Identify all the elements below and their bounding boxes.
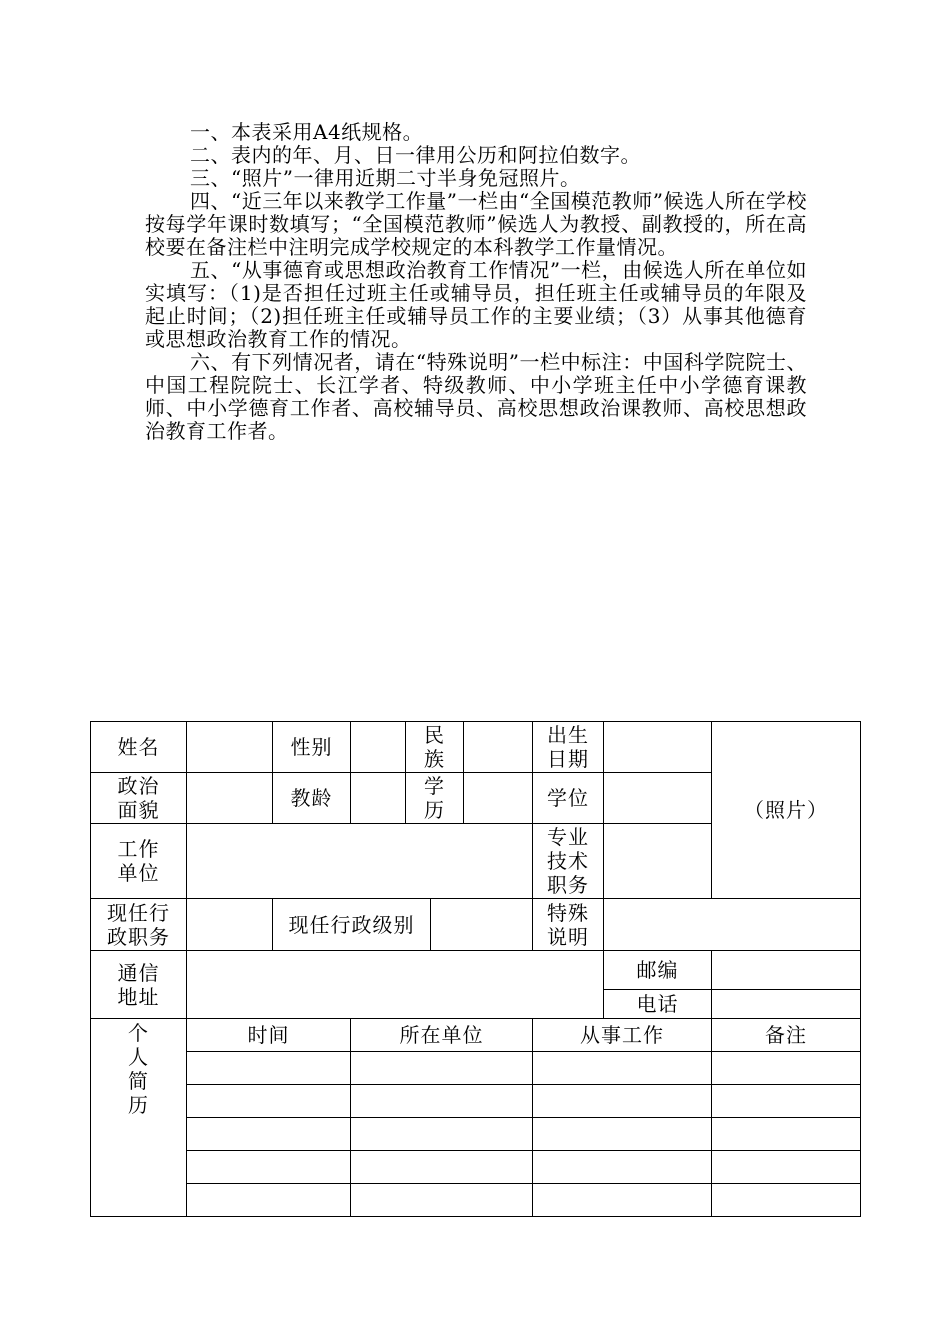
professional-title-field[interactable] [604, 824, 712, 899]
resume-time-field[interactable] [187, 1118, 351, 1151]
work-unit-field[interactable] [187, 824, 533, 899]
instruction-4: 四、“近三年以来教学工作量”一栏由“全国模范教师”候选人所在学校按每学年课时数填写；“全国模范教师”候选人为教授、副教授的，所在高校要在备注栏中注明完成学校规定的本科教学工作量情况。 [145, 189, 807, 259]
ethnicity-field[interactable] [464, 722, 533, 773]
resume-unit-field[interactable] [351, 1052, 533, 1085]
resume-row [91, 1118, 861, 1151]
special-note-field[interactable] [604, 899, 861, 951]
admin-position-field[interactable] [187, 899, 273, 951]
resume-work-field[interactable] [533, 1118, 712, 1151]
resume-time-field[interactable] [187, 1085, 351, 1118]
resume-time-field[interactable] [187, 1184, 351, 1217]
political-status-field[interactable] [187, 773, 273, 824]
resume-header-time: 时间 [187, 1019, 351, 1052]
resume-work-field[interactable] [533, 1151, 712, 1184]
resume-work-field[interactable] [533, 1052, 712, 1085]
resume-label: 个人简历 [128, 1021, 149, 1117]
instruction-1: 一、本表采用A4纸规格。 [190, 120, 424, 144]
resume-unit-field[interactable] [351, 1118, 533, 1151]
special-note-label: 特殊说明 [547, 900, 589, 949]
resume-row [91, 1085, 861, 1118]
instructions-block [145, 121, 807, 443]
birth-date-field[interactable] [604, 722, 712, 773]
photo-placeholder: （照片） [712, 722, 861, 899]
resume-row [91, 1151, 861, 1184]
degree-field[interactable] [604, 773, 712, 824]
address-field[interactable] [187, 951, 604, 1019]
candidate-form-table [90, 721, 861, 1217]
postcode-field[interactable] [712, 951, 861, 990]
gender-field[interactable] [351, 722, 406, 773]
resume-notes-field[interactable] [712, 1151, 861, 1184]
resume-notes-field[interactable] [712, 1052, 861, 1085]
phone-field[interactable] [712, 990, 861, 1019]
political-status-label: 政治面貌 [117, 774, 160, 822]
resume-notes-field[interactable] [712, 1118, 861, 1151]
resume-notes-field[interactable] [712, 1184, 861, 1217]
resume-row [91, 1184, 861, 1217]
gender-label: 性别 [273, 722, 351, 773]
professional-title-label: 专业技术职务 [547, 825, 589, 897]
work-unit-label: 工作单位 [117, 837, 160, 885]
resume-header-work: 从事工作 [533, 1019, 712, 1052]
resume-time-field[interactable] [187, 1052, 351, 1085]
instruction-2: 二、表内的年、月、日一律用公历和阿拉伯数字。 [190, 143, 641, 167]
instruction-5: 五、“从事德育或思想政治教育工作情况”一栏，由候选人所在单位如实填写：（1)是否担任过班主任或辅导员，担任班主任或辅导员的年限及起止时间；（2)担任班主任或辅导员工作的主要业绩；（3）从事其他德育或思想政治教育工作的情况。 [145, 258, 807, 351]
admin-level-label: 现任行政级别 [273, 899, 431, 951]
degree-label: 学位 [533, 773, 604, 824]
education-label: 学历 [424, 774, 445, 822]
postcode-label: 邮编 [604, 951, 712, 990]
teaching-years-field[interactable] [351, 773, 406, 824]
education-field[interactable] [464, 773, 533, 824]
resume-header-notes: 备注 [712, 1019, 861, 1052]
resume-row [91, 1052, 861, 1085]
resume-work-field[interactable] [533, 1184, 712, 1217]
resume-notes-field[interactable] [712, 1085, 861, 1118]
resume-unit-field[interactable] [351, 1151, 533, 1184]
instruction-6: 六、有下列情况者，请在“特殊说明”一栏中标注：中国科学院院士、中国工程院院士、长江学者、特级教师、中小学班主任中小学德育课教师、中小学德育工作者、高校辅导员、高校思想政治课教师、高校思想政治教育工作者。 [145, 350, 807, 443]
admin-level-field[interactable] [431, 899, 533, 951]
admin-position-label: 现任行政职务 [107, 900, 170, 949]
phone-label: 电话 [604, 990, 712, 1019]
ethnicity-label: 民族 [424, 723, 445, 771]
instruction-3: 三、“照片”一律用近期二寸半身免冠照片。 [190, 166, 581, 190]
birth-date-label: 出生日期 [547, 723, 589, 771]
resume-header-unit: 所在单位 [351, 1019, 533, 1052]
resume-time-field[interactable] [187, 1151, 351, 1184]
teaching-years-label: 教龄 [273, 773, 351, 824]
resume-work-field[interactable] [533, 1085, 712, 1118]
resume-unit-field[interactable] [351, 1184, 533, 1217]
resume-unit-field[interactable] [351, 1085, 533, 1118]
name-label: 姓名 [91, 722, 187, 773]
name-field[interactable] [187, 722, 273, 773]
address-label: 通信地址 [117, 960, 160, 1009]
